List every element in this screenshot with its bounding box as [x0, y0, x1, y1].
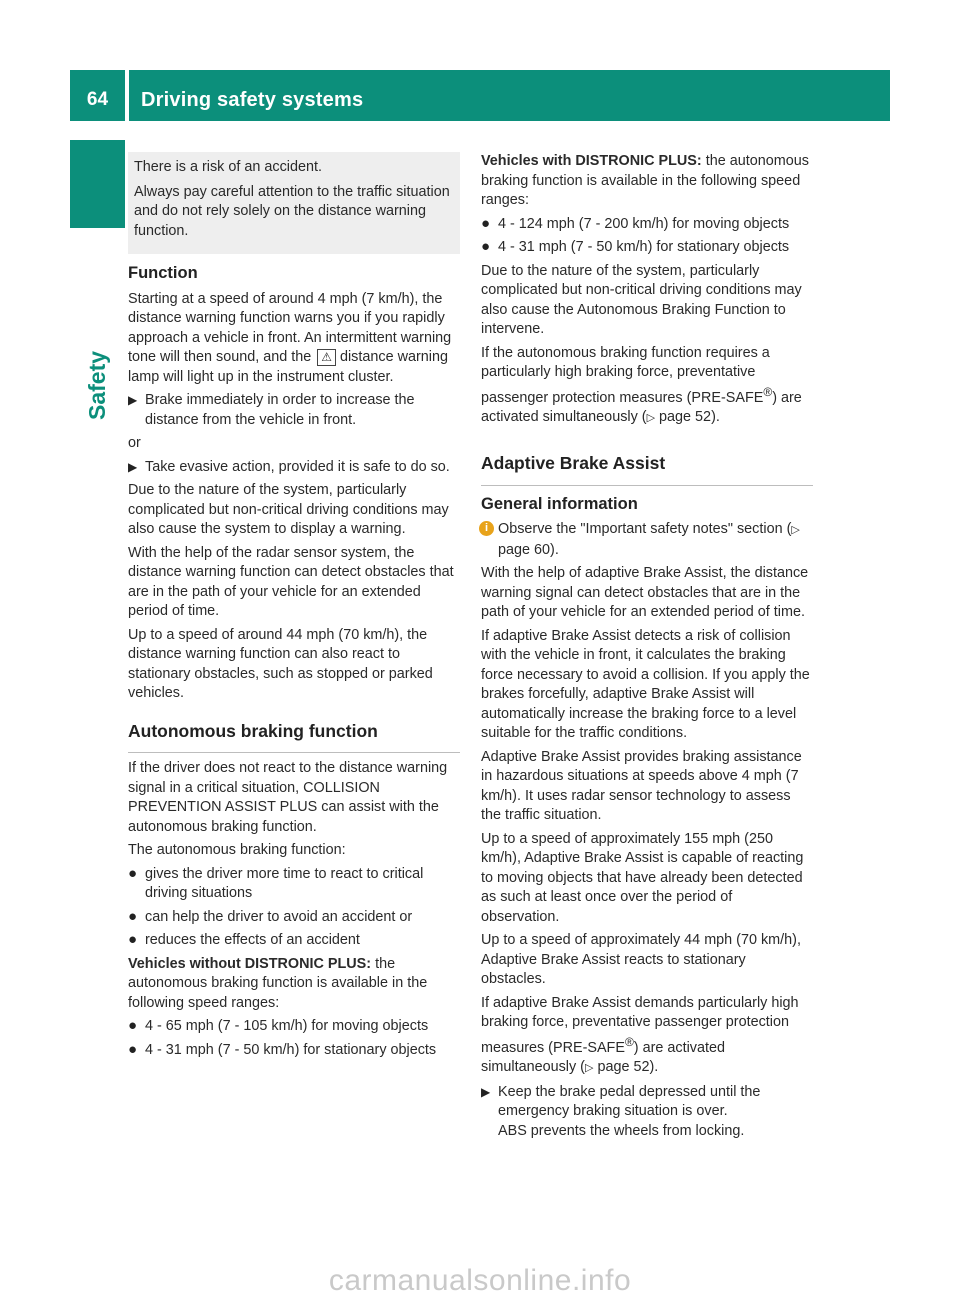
left-column [128, 152, 460, 1064]
speed-155-paragraph: Up to a speed of approximately 155 mph (250 km/h), Adaptive Brake Assist is capable of reacting to moving objects that have already been detected as such at least once over the period of observation. [481, 830, 804, 925]
step-arrow-icon: ▶ [481, 1084, 491, 1099]
nature-paragraph-right: Due to the nature of the system, particularly complicated but non-critical driving conditions may also cause the Autonomous Braking Function to intervene. [481, 262, 802, 337]
header-divider [125, 70, 129, 121]
abs-note: ABS prevents the wheels from locking. [498, 1122, 745, 1139]
list-item: ● 4 - 124 mph (7 - 200 km/h) for moving objects [481, 214, 790, 232]
watermark: carmanualsonline.info [328, 1264, 632, 1297]
page-number: 64 [86, 89, 109, 110]
autonomous-heading: Autonomous braking function [128, 722, 460, 754]
hazard-paragraph: Adaptive Brake Assist provides braking assistance in hazardous situations at speeds above 4 mph (7 km/h). It uses radar sensor technology to assess the traffic situation. [481, 748, 802, 824]
registered-mark: ® [624, 1034, 634, 1049]
warning-line-1: There is a risk of an accident. [134, 159, 322, 175]
distance-warning-lamp-icon: ⚠ [317, 349, 336, 366]
bullet-icon: ● [481, 214, 491, 232]
page-ref-arrow-icon: ▷ [584, 1062, 594, 1075]
bullet-icon: ● [128, 931, 138, 948]
bullet-icon: ● [128, 1040, 138, 1058]
list-item: ● can help the driver to avoid an accident or [128, 907, 413, 925]
page-ref-52[interactable]: page 52 [659, 408, 712, 425]
speed-44-paragraph: Up to a speed of approximately 44 mph (70 km/h), Adaptive Brake Assist reacts to stationary obstacles. [481, 932, 801, 988]
demand-paragraph: If adaptive Brake Assist demands particularly high braking force, preventative passenger protection measures (PRE-SAFE®) are activated simultaneously (▷ page 52). [481, 994, 799, 1076]
side-tab-block [70, 140, 125, 228]
function-heading: Function [128, 264, 198, 282]
without-distronic-label: Vehicles without DISTRONIC PLUS: [128, 955, 372, 972]
side-tab [84, 340, 114, 420]
step-brake: ▶ Brake immediately in order to increase the distance from the vehicle in front. [128, 392, 415, 428]
with-distronic-label: Vehicles with DISTRONIC PLUS: [481, 153, 702, 169]
bullet-icon: ● [128, 864, 138, 882]
autonomous-intro: If the driver does not react to the distance warning signal in a critical situation, COLLISION PREVENTION ASSIST PLUS can assist with the autonomous braking function. [128, 760, 448, 835]
function-paragraph [128, 290, 460, 388]
list-item: ● reduces the effects of an accident [128, 931, 360, 948]
warning-box [128, 152, 460, 254]
list-item: ● 4 - 31 mph (7 - 50 km/h) for stationary objects [481, 238, 790, 255]
step-arrow-icon: ▶ [128, 459, 138, 474]
with-distronic-paragraph: Vehicles with DISTRONIC PLUS: the autonomous braking function is available in the following speed ranges: [481, 153, 809, 208]
function-text-a: Starting at a speed of around 4 mph (7 km/h), the distance warning function warns you if you rapidly approach a vehicle in front. An intermittent warning tone will then sound, and the [128, 290, 452, 365]
info-icon: i [479, 521, 494, 536]
registered-mark: ® [763, 384, 773, 399]
info-note: i Observe the "Important safety notes" section (▷ page 60). [481, 520, 813, 560]
list-item: ● 4 - 31 mph (7 - 50 km/h) for stationary objects [128, 1040, 437, 1058]
or-text: or [128, 435, 141, 451]
step-evasive: ▶ Take evasive action, provided it is safe to do so. [128, 458, 460, 478]
function-text-b: distance warning lamp will light up in the instrument cluster. [128, 349, 448, 385]
page-ref-arrow-icon: ▷ [646, 411, 656, 424]
speed-paragraph: Up to a speed of around 44 mph (70 km/h), the distance warning function can also react to stationary obstacles, such as stopped or parked vehicles. [128, 626, 433, 701]
warning-line-2: Always pay careful attention to the traffic situation and do not rely solely on the distance warning function. [134, 183, 450, 239]
page-ref-60[interactable]: page 60 [498, 541, 551, 558]
right-column [481, 152, 813, 1145]
page-ref-52[interactable]: page 52 [597, 1059, 650, 1076]
presafe-paragraph: If the autonomous braking function requires a particularly high braking force, preventative passenger protection measures (PRE-SAFE®) are activated simultaneously (▷ page 52). [481, 344, 802, 425]
bullet-icon: ● [128, 907, 138, 925]
bullet-icon: ● [481, 238, 491, 255]
adaptive-brake-assist-heading: Adaptive Brake Assist [481, 454, 813, 486]
general-information-heading: General information [481, 494, 638, 513]
side-tab-label: Safety [84, 350, 110, 420]
page-ref-arrow-icon: ▷ [791, 524, 800, 537]
collision-paragraph: If adaptive Brake Assist detects a risk of collision with the vehicle in front, it calculates the braking force necessary to avoid a collision. If you apply the brakes forcefully, adaptive Brake Assist will automatically increase the braking force to a level suitable for the traffic conditions. [481, 627, 810, 742]
without-distronic-paragraph: Vehicles without DISTRONIC PLUS: the autonomous braking function is available in the following speed ranges: [128, 955, 428, 1011]
bullet-icon: ● [128, 1017, 138, 1034]
step-keep-pedal: ▶ Keep the brake pedal depressed until the emergency braking situation is over. ABS prevents the wheels from locking. [481, 1083, 761, 1139]
signal-paragraph: With the help of adaptive Brake Assist, the distance warning signal can detect obstacles that are in the path of your vehicle for an extended period of time. [481, 565, 809, 621]
step-arrow-icon: ▶ [128, 393, 138, 407]
list-item: ● gives the driver more time to react to critical driving situations [128, 864, 424, 901]
section-title: Driving safety systems [141, 89, 364, 111]
nature-paragraph: Due to the nature of the system, particularly complicated but non-critical driving conditions may also cause the system to display a warning. [128, 482, 449, 537]
radar-paragraph: With the help of the radar sensor system, the distance warning function can detect obstacles that are in the path of your vehicle for an extended period of time. [128, 544, 454, 619]
list-item: ● 4 - 65 mph (7 - 105 km/h) for moving objects [128, 1017, 429, 1034]
autonomous-list-intro: The autonomous braking function: [128, 842, 346, 858]
